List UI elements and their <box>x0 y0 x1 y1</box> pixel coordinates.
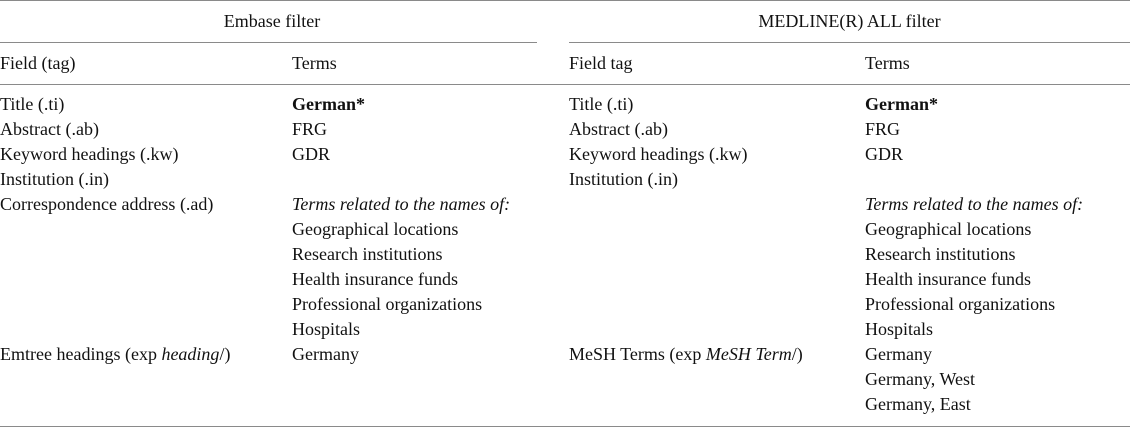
embase-emtree-field <box>0 342 230 367</box>
table-cell: Hospitals <box>292 319 361 339</box>
table-cell: Germany, West <box>865 369 976 389</box>
medline-mesh-field <box>569 342 803 367</box>
medline-field-list <box>569 92 747 192</box>
emtree-suffix: /) <box>219 344 231 364</box>
table-cell <box>292 167 510 192</box>
table-cell: Health insurance funds <box>865 269 1031 289</box>
table-cell: Geographical locations <box>865 219 1032 239</box>
header-bottom-rule <box>0 84 1130 85</box>
table-cell: Abstract (.ab) <box>569 119 668 139</box>
table-cell: Abstract (.ab) <box>0 119 99 139</box>
table-cell <box>865 167 1083 192</box>
table-cell: Title (.ti) <box>0 94 65 114</box>
emtree-prefix: Emtree headings (exp <box>0 344 162 364</box>
table-cell: Institution (.in) <box>0 169 109 189</box>
table-cell: GDR <box>865 144 904 164</box>
table-cell: Research institutions <box>292 244 443 264</box>
table-cell: GDR <box>292 144 331 164</box>
mesh-suffix: /) <box>791 344 803 364</box>
embase-filter-header: Embase filter <box>223 11 321 31</box>
mesh-italic: MeSH Term <box>705 344 792 364</box>
mesh-prefix: MeSH Terms (exp <box>569 344 706 364</box>
embase-terms-list <box>292 92 510 367</box>
table-cell: Hospitals <box>865 319 934 339</box>
table-cell: Professional organizations <box>292 294 483 314</box>
table-cell: Terms related to the names of: <box>292 194 511 214</box>
table-top-rule <box>0 0 1130 1</box>
table-cell: FRG <box>292 119 328 139</box>
medline-field-column-header: Field tag <box>569 53 633 73</box>
table-cell: Germany <box>865 344 932 364</box>
table-cell: Professional organizations <box>865 294 1056 314</box>
table-cell: Germany <box>292 344 359 364</box>
medline-filter-header: MEDLINE(R) ALL filter <box>758 11 941 31</box>
table-cell: Institution (.in) <box>569 169 678 189</box>
medline-terms-column-header: Terms <box>865 53 910 73</box>
table-cell: German* <box>292 94 365 114</box>
embase-field-list <box>0 92 213 217</box>
embase-field-column-header: Field (tag) <box>0 53 76 73</box>
table-cell: Correspondence address (.ad) <box>0 194 214 214</box>
emtree-italic: heading <box>161 344 220 364</box>
table-cell: Health insurance funds <box>292 269 458 289</box>
embase-group-rule <box>0 42 537 43</box>
table-cell: Title (.ti) <box>569 94 634 114</box>
table-cell: Germany, East <box>865 394 971 414</box>
embase-terms-column-header: Terms <box>292 53 337 73</box>
table-cell: Terms related to the names of: <box>865 194 1084 214</box>
table-cell: German* <box>865 94 938 114</box>
table-cell: Research institutions <box>865 244 1016 264</box>
medline-terms-list <box>865 92 1083 417</box>
table-cell: Geographical locations <box>292 219 459 239</box>
table-cell: Keyword headings (.kw) <box>0 144 179 164</box>
table-cell: FRG <box>865 119 901 139</box>
medline-group-rule <box>569 42 1130 43</box>
table-cell: Keyword headings (.kw) <box>569 144 748 164</box>
